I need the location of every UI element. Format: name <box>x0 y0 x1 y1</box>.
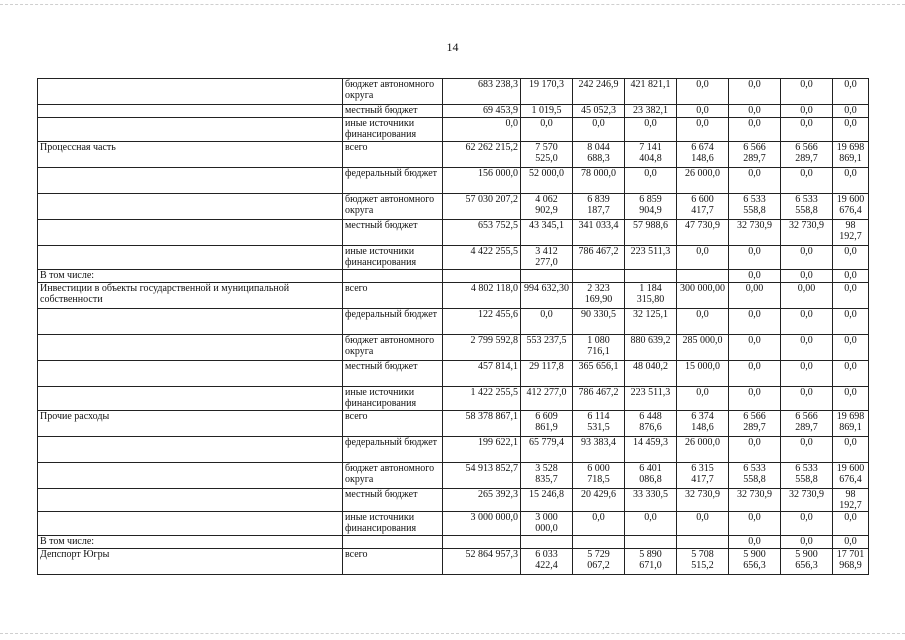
year-value-cell: 0,0 <box>677 309 729 335</box>
row-name-cell: В том числе: <box>38 536 343 549</box>
year-value-cell: 6 566 289,7 <box>729 411 781 437</box>
year-value-cell: 0,0 <box>833 536 869 549</box>
year-value-cell: 0,0 <box>625 512 677 536</box>
year-value-cell: 1 184 315,80 <box>625 283 677 309</box>
year-value-cell: 32 730,9 <box>729 220 781 246</box>
table-row <box>38 536 869 549</box>
year-value-cell: 0,0 <box>729 387 781 411</box>
total-cell: 683 238,3 <box>443 79 521 105</box>
year-value-cell: 0,0 <box>781 335 833 361</box>
year-value-cell: 412 277,0 <box>521 387 573 411</box>
total-cell: 653 752,5 <box>443 220 521 246</box>
year-value-cell: 0,0 <box>521 309 573 335</box>
year-value-cell: 98 192,7 <box>833 220 869 246</box>
row-name-cell <box>38 220 343 246</box>
year-value-cell: 6 315 417,7 <box>677 463 729 489</box>
table-row <box>38 246 869 270</box>
total-cell: 4 422 255,5 <box>443 246 521 270</box>
year-value-cell: 0,0 <box>729 361 781 387</box>
year-value-cell: 0,0 <box>677 118 729 142</box>
row-name-cell <box>38 463 343 489</box>
year-value-cell: 0,0 <box>781 309 833 335</box>
row-name-cell: Инвестиции в объекты государственной и муниципальной собственности <box>38 283 343 309</box>
year-value-cell: 0,0 <box>729 335 781 361</box>
funding-source-cell: бюджет автономного округа <box>343 79 443 105</box>
funding-source-cell: иные источники финансирования <box>343 387 443 411</box>
table-row <box>38 194 869 220</box>
table-row <box>38 549 869 575</box>
year-value-cell: 0,0 <box>781 270 833 283</box>
year-value-cell: 14 459,3 <box>625 437 677 463</box>
year-value-cell: 421 821,1 <box>625 79 677 105</box>
table-row <box>38 309 869 335</box>
year-value-cell: 78 000,0 <box>573 168 625 194</box>
year-value-cell: 0,0 <box>833 105 869 118</box>
year-value-cell: 19 698 869,1 <box>833 142 869 168</box>
year-value-cell: 3 412 277,0 <box>521 246 573 270</box>
year-value-cell: 0,0 <box>677 387 729 411</box>
year-value-cell: 0,0 <box>781 437 833 463</box>
year-value-cell: 29 117,8 <box>521 361 573 387</box>
total-cell: 4 802 118,0 <box>443 283 521 309</box>
year-value-cell: 0,0 <box>781 361 833 387</box>
year-value-cell: 47 730,9 <box>677 220 729 246</box>
year-value-cell: 0,0 <box>781 118 833 142</box>
year-value-cell: 5 890 671,0 <box>625 549 677 575</box>
year-value-cell: 6 839 187,7 <box>573 194 625 220</box>
table-row <box>38 79 869 105</box>
year-value-cell <box>625 270 677 283</box>
row-name-cell <box>38 79 343 105</box>
year-value-cell: 6 000 718,5 <box>573 463 625 489</box>
funding-source-cell: всего <box>343 283 443 309</box>
year-value-cell: 5 729 067,2 <box>573 549 625 575</box>
row-name-cell <box>38 246 343 270</box>
year-value-cell: 0,0 <box>729 437 781 463</box>
year-value-cell: 6 448 876,6 <box>625 411 677 437</box>
row-name-cell <box>38 118 343 142</box>
funding-source-cell: федеральный бюджет <box>343 437 443 463</box>
year-value-cell: 6 401 086,8 <box>625 463 677 489</box>
year-value-cell: 1 019,5 <box>521 105 573 118</box>
table-row <box>38 387 869 411</box>
year-value-cell <box>625 536 677 549</box>
year-value-cell: 0,0 <box>729 246 781 270</box>
total-cell: 62 262 215,2 <box>443 142 521 168</box>
year-value-cell: 6 033 422,4 <box>521 549 573 575</box>
total-cell: 2 799 592,8 <box>443 335 521 361</box>
year-value-cell: 0,0 <box>729 536 781 549</box>
table-row <box>38 142 869 168</box>
year-value-cell: 300 000,00 <box>677 283 729 309</box>
year-value-cell: 0,0 <box>833 270 869 283</box>
row-name-cell <box>38 309 343 335</box>
funding-source-cell: местный бюджет <box>343 220 443 246</box>
year-value-cell: 786 467,2 <box>573 246 625 270</box>
year-value-cell: 6 533 558,8 <box>781 463 833 489</box>
year-value-cell: 6 674 148,6 <box>677 142 729 168</box>
row-name-cell: Процессная часть <box>38 142 343 168</box>
year-value-cell: 43 345,1 <box>521 220 573 246</box>
year-value-cell: 19 600 676,4 <box>833 194 869 220</box>
year-value-cell: 0,0 <box>833 512 869 536</box>
row-name-cell <box>38 361 343 387</box>
year-value-cell: 0,0 <box>781 387 833 411</box>
total-cell: 1 422 255,5 <box>443 387 521 411</box>
year-value-cell: 994 632,30 <box>521 283 573 309</box>
year-value-cell: 93 383,4 <box>573 437 625 463</box>
year-value-cell: 45 052,3 <box>573 105 625 118</box>
row-name-cell <box>38 194 343 220</box>
year-value-cell: 0,0 <box>625 168 677 194</box>
year-value-cell: 90 330,5 <box>573 309 625 335</box>
table-row <box>38 512 869 536</box>
funding-source-cell: бюджет автономного округа <box>343 194 443 220</box>
year-value-cell: 0,0 <box>833 79 869 105</box>
funding-source-cell: иные источники финансирования <box>343 118 443 142</box>
table-row <box>38 283 869 309</box>
year-value-cell: 0,0 <box>729 309 781 335</box>
year-value-cell: 0,0 <box>729 512 781 536</box>
table-row <box>38 335 869 361</box>
year-value-cell: 0,0 <box>677 105 729 118</box>
year-value-cell: 0,0 <box>833 437 869 463</box>
total-cell: 3 000 000,0 <box>443 512 521 536</box>
year-value-cell: 0,00 <box>781 283 833 309</box>
table-row <box>38 220 869 246</box>
year-value-cell: 365 656,1 <box>573 361 625 387</box>
year-value-cell: 341 033,4 <box>573 220 625 246</box>
year-value-cell: 0,0 <box>833 246 869 270</box>
year-value-cell: 32 730,9 <box>677 489 729 512</box>
year-value-cell: 57 988,6 <box>625 220 677 246</box>
year-value-cell: 19 170,3 <box>521 79 573 105</box>
funding-source-cell: всего <box>343 142 443 168</box>
total-cell: 58 378 867,1 <box>443 411 521 437</box>
year-value-cell: 0,0 <box>677 512 729 536</box>
year-value-cell: 6 374 148,6 <box>677 411 729 437</box>
year-value-cell: 3 000 000,0 <box>521 512 573 536</box>
total-cell: 57 030 207,2 <box>443 194 521 220</box>
total-cell: 54 913 852,7 <box>443 463 521 489</box>
year-value-cell: 65 779,4 <box>521 437 573 463</box>
row-name-cell <box>38 489 343 512</box>
year-value-cell: 0,00 <box>729 283 781 309</box>
year-value-cell: 0,0 <box>781 79 833 105</box>
total-cell: 156 000,0 <box>443 168 521 194</box>
funding-source-cell: федеральный бюджет <box>343 309 443 335</box>
year-value-cell: 15 000,0 <box>677 361 729 387</box>
year-value-cell <box>573 270 625 283</box>
year-value-cell: 48 040,2 <box>625 361 677 387</box>
year-value-cell: 223 511,3 <box>625 387 677 411</box>
funding-source-cell: иные источники финансирования <box>343 512 443 536</box>
year-value-cell: 0,0 <box>729 79 781 105</box>
total-cell: 265 392,3 <box>443 489 521 512</box>
row-name-cell <box>38 335 343 361</box>
year-value-cell: 6 533 558,8 <box>729 194 781 220</box>
year-value-cell: 0,0 <box>833 361 869 387</box>
funding-source-cell: всего <box>343 549 443 575</box>
year-value-cell <box>573 536 625 549</box>
funding-source-cell: бюджет автономного округа <box>343 335 443 361</box>
table-row <box>38 270 869 283</box>
funding-source-cell: местный бюджет <box>343 361 443 387</box>
year-value-cell: 32 125,1 <box>625 309 677 335</box>
funding-source-cell: всего <box>343 411 443 437</box>
table-row <box>38 411 869 437</box>
year-value-cell: 19 698 869,1 <box>833 411 869 437</box>
total-cell: 199 622,1 <box>443 437 521 463</box>
year-value-cell: 8 044 688,3 <box>573 142 625 168</box>
funding-source-cell: местный бюджет <box>343 105 443 118</box>
table-row <box>38 489 869 512</box>
year-value-cell: 0,0 <box>781 512 833 536</box>
year-value-cell: 0,0 <box>729 105 781 118</box>
total-cell: 122 455,6 <box>443 309 521 335</box>
year-value-cell: 32 730,9 <box>781 489 833 512</box>
year-value-cell: 0,0 <box>781 246 833 270</box>
funding-source-cell: бюджет автономного округа <box>343 463 443 489</box>
row-name-cell <box>38 437 343 463</box>
year-value-cell: 0,0 <box>833 335 869 361</box>
year-value-cell: 15 246,8 <box>521 489 573 512</box>
year-value-cell: 6 609 861,9 <box>521 411 573 437</box>
year-value-cell: 4 062 902,9 <box>521 194 573 220</box>
year-value-cell: 0,0 <box>833 168 869 194</box>
year-value-cell: 20 429,6 <box>573 489 625 512</box>
row-name-cell: Прочие расходы <box>38 411 343 437</box>
year-value-cell: 0,0 <box>521 118 573 142</box>
year-value-cell: 2 323 169,90 <box>573 283 625 309</box>
row-name-cell: Депспорт Югры <box>38 549 343 575</box>
total-cell: 457 814,1 <box>443 361 521 387</box>
table-row <box>38 105 869 118</box>
year-value-cell: 23 382,1 <box>625 105 677 118</box>
year-value-cell: 5 900 656,3 <box>729 549 781 575</box>
table-row <box>38 361 869 387</box>
table-row <box>38 118 869 142</box>
year-value-cell: 0,0 <box>781 536 833 549</box>
year-value-cell: 6 566 289,7 <box>781 411 833 437</box>
total-cell: 0,0 <box>443 118 521 142</box>
year-value-cell: 0,0 <box>729 118 781 142</box>
year-value-cell: 26 000,0 <box>677 437 729 463</box>
funding-source-cell: федеральный бюджет <box>343 168 443 194</box>
budget-table <box>37 78 869 575</box>
year-value-cell: 0,0 <box>833 309 869 335</box>
year-value-cell: 3 528 835,7 <box>521 463 573 489</box>
year-value-cell: 0,0 <box>573 118 625 142</box>
scan-edge-bottom <box>0 633 905 635</box>
year-value-cell <box>521 536 573 549</box>
year-value-cell: 32 730,9 <box>781 220 833 246</box>
funding-source-cell: иные источники финансирования <box>343 246 443 270</box>
scan-edge-top <box>0 4 905 6</box>
year-value-cell: 0,0 <box>781 168 833 194</box>
funding-source-cell: местный бюджет <box>343 489 443 512</box>
row-name-cell <box>38 168 343 194</box>
year-value-cell: 6 600 417,7 <box>677 194 729 220</box>
year-value-cell: 553 237,5 <box>521 335 573 361</box>
year-value-cell <box>521 270 573 283</box>
row-name-cell <box>38 512 343 536</box>
table-row <box>38 437 869 463</box>
page-number: 14 <box>446 40 459 54</box>
row-name-cell: В том числе: <box>38 270 343 283</box>
year-value-cell: 5 900 656,3 <box>781 549 833 575</box>
total-cell <box>443 536 521 549</box>
row-name-cell <box>38 105 343 118</box>
year-value-cell: 0,0 <box>833 283 869 309</box>
year-value-cell: 0,0 <box>677 79 729 105</box>
year-value-cell: 242 246,9 <box>573 79 625 105</box>
funding-source-cell <box>343 536 443 549</box>
year-value-cell: 285 000,0 <box>677 335 729 361</box>
year-value-cell: 33 330,5 <box>625 489 677 512</box>
year-value-cell: 0,0 <box>625 118 677 142</box>
year-value-cell <box>677 536 729 549</box>
year-value-cell: 0,0 <box>573 512 625 536</box>
year-value-cell: 223 511,3 <box>625 246 677 270</box>
year-value-cell: 6 566 289,7 <box>729 142 781 168</box>
year-value-cell: 5 708 515,2 <box>677 549 729 575</box>
year-value-cell: 0,0 <box>677 246 729 270</box>
year-value-cell: 7 570 525,0 <box>521 142 573 168</box>
year-value-cell: 786 467,2 <box>573 387 625 411</box>
year-value-cell: 19 600 676,4 <box>833 463 869 489</box>
year-value-cell: 6 859 904,9 <box>625 194 677 220</box>
year-value-cell: 880 639,2 <box>625 335 677 361</box>
year-value-cell: 52 000,0 <box>521 168 573 194</box>
total-cell <box>443 270 521 283</box>
year-value-cell: 0,0 <box>729 168 781 194</box>
year-value-cell: 32 730,9 <box>729 489 781 512</box>
year-value-cell: 98 192,7 <box>833 489 869 512</box>
year-value-cell: 0,0 <box>729 270 781 283</box>
year-value-cell <box>677 270 729 283</box>
table-row <box>38 168 869 194</box>
year-value-cell: 17 701 968,9 <box>833 549 869 575</box>
year-value-cell: 1 080 716,1 <box>573 335 625 361</box>
total-cell: 69 453,9 <box>443 105 521 118</box>
year-value-cell: 6 566 289,7 <box>781 142 833 168</box>
row-name-cell <box>38 387 343 411</box>
funding-source-cell <box>343 270 443 283</box>
year-value-cell: 0,0 <box>833 387 869 411</box>
year-value-cell: 26 000,0 <box>677 168 729 194</box>
table-row <box>38 463 869 489</box>
year-value-cell: 6 114 531,5 <box>573 411 625 437</box>
year-value-cell: 6 533 558,8 <box>781 194 833 220</box>
year-value-cell: 7 141 404,8 <box>625 142 677 168</box>
year-value-cell: 0,0 <box>781 105 833 118</box>
year-value-cell: 0,0 <box>833 118 869 142</box>
year-value-cell: 6 533 558,8 <box>729 463 781 489</box>
total-cell: 52 864 957,3 <box>443 549 521 575</box>
budget-table-body <box>38 79 869 575</box>
